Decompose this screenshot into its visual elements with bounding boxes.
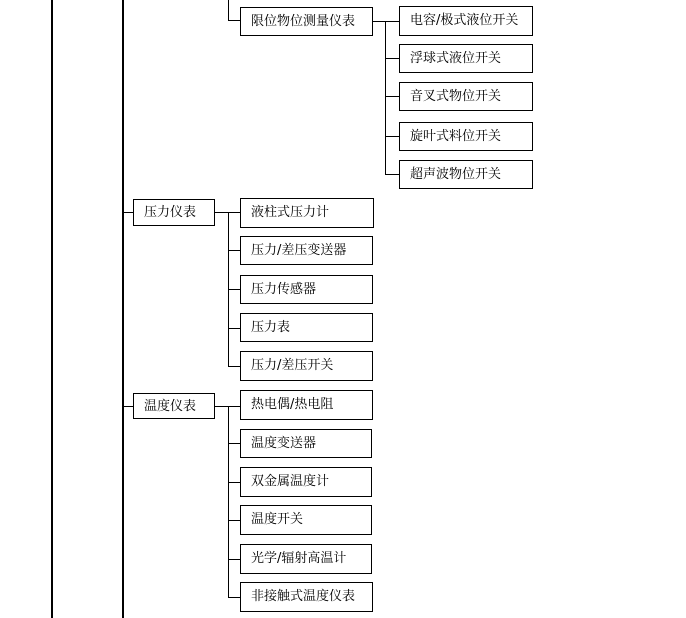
trunk-line-inner <box>122 0 124 618</box>
pressure-child-box: 压力/差压变送器 <box>240 236 373 265</box>
level-child-box: 旋叶式料位开关 <box>399 122 533 151</box>
level-connector-h <box>373 21 399 22</box>
temperature-child-box: 温度变送器 <box>240 429 372 458</box>
pressure-child-tick <box>228 328 240 329</box>
temperature-child-tick <box>228 520 240 521</box>
temperature-child-tick <box>228 559 240 560</box>
temperature-branch-line <box>123 406 133 407</box>
temperature-child-box: 双金属温度计 <box>240 467 372 497</box>
level-child-tick <box>385 96 399 97</box>
temperature-category-box: 温度仪表 <box>133 393 215 419</box>
trunk-line-outer <box>51 0 53 618</box>
level-children-vline <box>385 21 386 175</box>
pressure-child-box: 压力表 <box>240 313 373 342</box>
pressure-branch-line <box>123 212 133 213</box>
temperature-children-vline <box>228 406 229 598</box>
temperature-child-tick <box>228 482 240 483</box>
temperature-child-box: 温度开关 <box>240 505 372 535</box>
pressure-child-tick <box>228 289 240 290</box>
pressure-category-box: 压力仪表 <box>133 199 215 226</box>
pressure-child-box: 液柱式压力计 <box>240 198 374 228</box>
temperature-child-box: 热电偶/热电阻 <box>240 390 373 420</box>
level-child-box: 音叉式物位开关 <box>399 82 533 111</box>
level-child-box: 电容/极式液位开关 <box>399 6 533 36</box>
pressure-child-tick <box>228 250 240 251</box>
temperature-child-tick <box>228 443 240 444</box>
level-child-tick <box>385 58 399 59</box>
level-parent-box: 限位物位测量仪表 <box>240 7 373 36</box>
level-child-box: 超声波物位开关 <box>399 160 533 189</box>
pressure-child-box: 压力传感器 <box>240 275 373 304</box>
temperature-child-box: 光学/辐射高温计 <box>240 544 372 574</box>
level-child-box: 浮球式液位开关 <box>399 44 533 73</box>
level-child-tick <box>385 136 399 137</box>
temperature-child-tick <box>228 597 240 598</box>
level-parent-hline <box>228 20 240 21</box>
level-child-tick <box>385 174 399 175</box>
pressure-child-tick <box>228 366 240 367</box>
level-parent-vline <box>228 0 229 21</box>
pressure-child-box: 压力/差压开关 <box>240 351 373 381</box>
temperature-child-box: 非接触式温度仪表 <box>240 582 373 612</box>
